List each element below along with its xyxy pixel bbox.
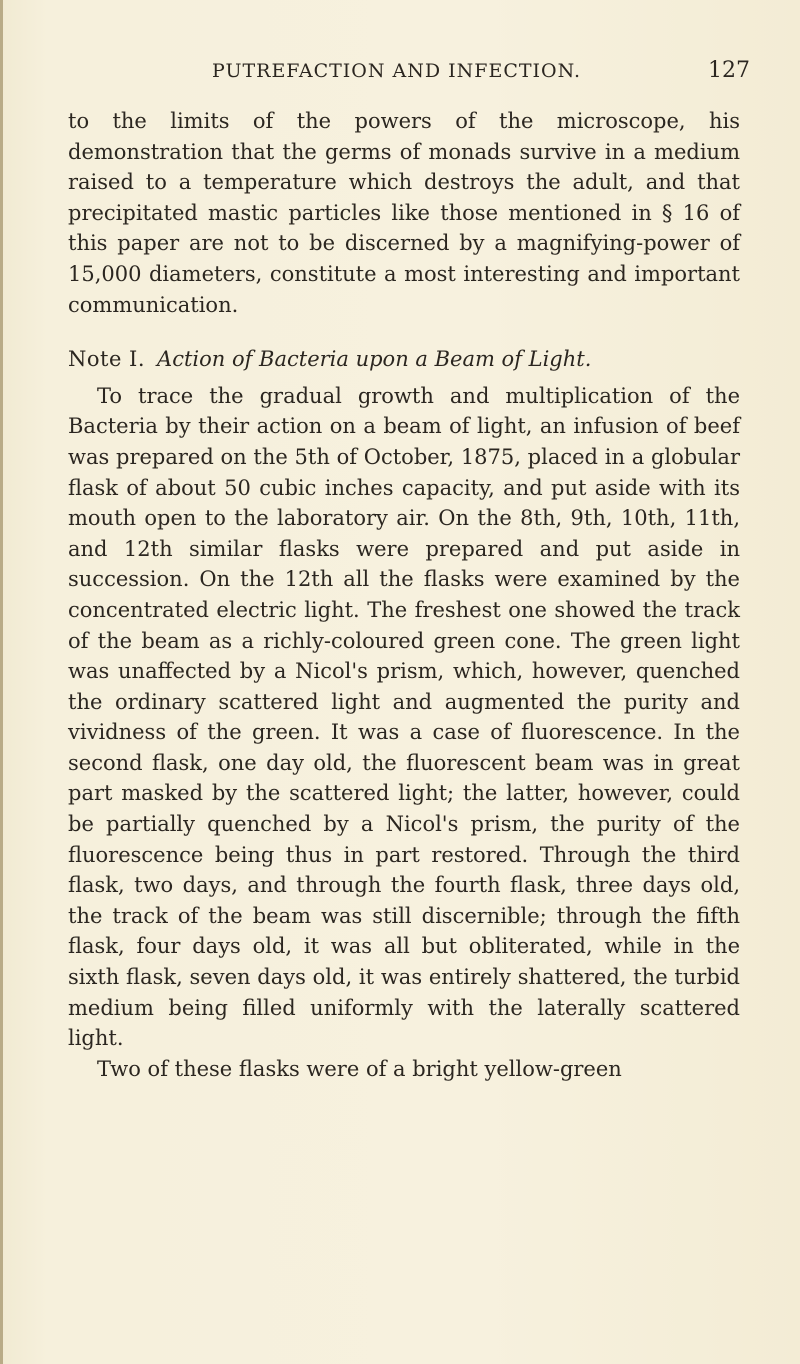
paragraph-final: Two of these flasks were of a bright yellow-green bbox=[97, 1056, 622, 1081]
paragraph-note-body: To trace the gradual growth and multiplication of the Bacteria by their action on a beam of light, an infusion of beef was prepared on the 5th of October, 1875, placed in a globular flask of about 50 cubic inches capacity, and put aside with its mouth open to the laboratory air. On the 8th, 9th, 10th, 11th, and 12th similar flasks were prepared and put aside in succession. On the 12th all the flasks were examined by the concentrated electric light. The freshest one showed the track of the beam as a richly-coloured green cone. The green light was unaffected by a Nicol's prism, which, however, quenched the ordinary scattered light and augmented the purity and vividness of the green. It was a case of fluorescence. In the second flask, one day old, the fluorescent beam was in great part masked by the scattered light; the latter, however, could be partially quenched by a Nicol's prism, the purity of the fluorescence being thus in part restored. Through the third flask, two days, and through the fourth flask, three days old, the track of the beam was still discernible; through the fifth flask, four days old, it was all but obliterated, while in the sixth flask, seven days old, it was entirely shattered, the turbid medium being filled uniformly with the laterally scattered light. bbox=[68, 383, 740, 1051]
body-text bbox=[68, 106, 740, 1084]
paragraph-continuation: to the limits of the powers of the microscope, his demonstration that the germs of monads survive in a medium raised to a temperature which destroys the adult, and that precipitated mastic particles like those mentioned in § 16 of this paper are not to be discerned by a magnifying-power of 15,000 diameters, constitute a most interesting and important communication. bbox=[68, 109, 740, 317]
page-gutter-edge bbox=[0, 0, 3, 1364]
running-head bbox=[0, 58, 800, 88]
running-title: PUTREFACTION AND INFECTION. bbox=[212, 60, 582, 82]
page-number: 127 bbox=[708, 58, 750, 83]
note-heading bbox=[68, 344, 740, 375]
note-label: Note I. bbox=[68, 347, 146, 372]
note-title: Action of Bacteria upon a Beam of Light. bbox=[157, 347, 592, 372]
